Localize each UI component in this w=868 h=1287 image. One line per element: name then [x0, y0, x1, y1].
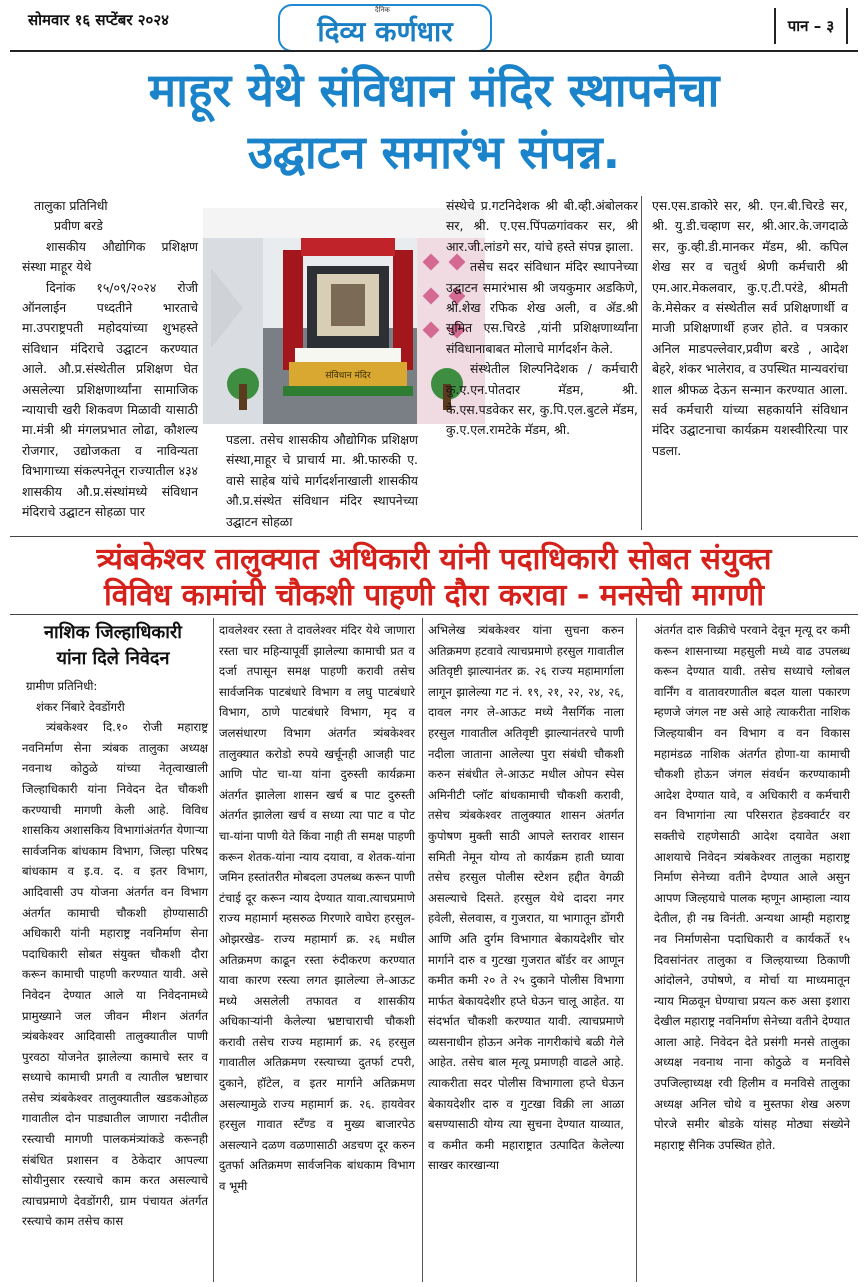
column-divider: [641, 196, 642, 530]
story2-column-2: [219, 620, 415, 1197]
photo-banner-text: संविधान मंदिर: [325, 371, 371, 381]
newspaper-logo: [278, 4, 492, 52]
story1-byline-1: तालुका प्रतिनिधी: [34, 198, 108, 213]
story2-headline-rule: [10, 614, 858, 615]
story1-byline-2: प्रवीण बरडे: [54, 218, 103, 234]
story1-column-2: [226, 430, 418, 532]
column-divider: [636, 618, 637, 1282]
column-divider: [213, 618, 214, 1282]
story1-photo: [203, 208, 485, 424]
story2-subhead-2: यांना दिले निवेदन: [56, 648, 170, 669]
story1-paragraph: संस्थेतील शिल्पनिदेशक / कर्मचारी कु.ए.एन.पोतदार मॅडम, श्री. के.एस.पडवेकर सर, कु.पि.एल.बुटले मॅडम, कु.ए.एल.रामटेके मॅडम, श्री.: [446, 361, 638, 438]
story2-byline-2: शंकर निंबारे देवडोंगरी: [36, 699, 125, 714]
story2-column-4: [654, 620, 850, 1155]
story2-column-1: [22, 676, 208, 1232]
story2-headline-line1: त्र्यंबकेश्वर तालुक्यात अधिकारी यांनी पदाधिकारी सोबत संयुक्त: [96, 542, 772, 577]
story2-paragraph: अंतर्गत दारु विक्रीचे परवाने देवून मृत्यू दर कमी करून शासनाच्या महसुली मध्ये वाढ उपलब्ध करून देण्यात यावी. तसेच सध्याचे ग्लोबल वार्निंग व वातावरणातील बदल याला पकारण म्हणजे जंगल नष्ट असे आहे त्याकरीता नाशिक जिल्हयाबीन वन विभाग व वन विकास महामंडळ नाशिक अंतर्गत होणा-या कामाची चौकशी होऊन जंगल संवर्धन करण्याकामी आदेश देण्यात यावे, व अधिकारी व कर्मचारी वन विभागांना त्या परिसरात हेडक्वार्टर वर सक्तीचे राहणेसाठी आदेश दयावेत अशा आशयाचे निवेदन त्र्यंबकेश्वर तालुका महाराष्ट्र निर्माण सेनेच्या वतीने देण्यात आले असुन आपण जिल्हयाचे पालक म्हणून आम्हाला न्याय देतील, ही नम्र विनंती. अन्यथा आम्ही महाराष्ट्र नव निर्माणसेना पदाधिकारी व कार्यकर्ते १५ दिवसांनंतर तालुका व जिल्हयाच्या ठिकाणी आंदोलने, उपोषणे, व मोर्चा या माध्यमातून न्याय मिळवून घेण्याचा प्रयत्न करु असा इशारा देखील महाराष्ट्र नवनिर्माण सेनेच्या वतीने देण्यात आला आहे. निवेदन देते प्रसंगी मनसे तालुका अध्यक्ष नवनाथ नाना कोठुळे व मनविसे उपजिल्हाध्यक्ष रवी हिलीम व मनविसे तालुका अध्यक्ष अनिल चोथे व मुस्तफा शेख अरुण पोरजे समीर बोडके यांसह मोठ्या संख्येने महाराष्ट्र सैनिक उपस्थित होते.: [654, 623, 850, 1152]
story1-paragraph: संस्थेचे प्र.गटनिदेशक श्री बी.व्ही.अंबोलकर सर, श्री. ए.एस.पिंपळगांवकर सर, श्री आर.जी.लांडगे सर, यांचे हस्ते संपन्न झाला.: [446, 198, 638, 254]
story1-headline-line2: उद्घाटन समारंभ संपन्न.: [247, 125, 621, 179]
story2-paragraph: दावलेश्वर रस्ता ते दावलेश्वर मंदिर येथे जाणारा रस्ता चार महिन्यापूर्वी झालेल्या कामाची प्रत व दर्जा तपासून समक्ष पाहणी करावी तसेच सार्वजनिक पाटबंधारे विभाग व लघु पाटबंधारे विभाग, ठाणे पाटबंधारे विभाग, मृद व जलसंधारण विभाग अंतर्गत त्र्यंबकेश्वर तालुक्यात करोडो रुपये खर्चूनही आजही पाट आणि पोट चा-या यांना दुरुस्ती कार्यक्रमा अंतर्गत झालेला शासन खर्च ब पाट दुरुस्ती अंतर्गत झालेला खर्च व सध्या त्या पाट व पोट चा-यांना पाणी येते किंवा नाही ती समक्ष पाहणी करून शेतक-यांना न्याय दयावा, व शेतक-यांना जमिन हस्तांतरीत मोबदला उपलब्ध करून पाणी टंचाई दूर करून न्याय देण्यात यावा.त्याचप्रमाणे राज्य महामार्ग म्हसरुळ गिरणारे वाघेरा हरसुल-ओझरखेड- राज्य महामार्ग क्र. २६ मधील अतिक्रमण काढून रस्ता रुंदीकरण करण्यात यावा कारण रस्त्या लगत झालेल्या ले-आऊट मध्ये असलेली तफावत व शासकीय अधिकाऱ्यांनी केलेल्या भ्रष्टाचाराची चौकशी करावी तसेच राज्य महामार्ग क्र. २६ हरसुल गावातील अतिक्रमण रस्त्याच्या दुतर्फा टपरी, दुकाने, हॉटेल, व इतर मार्गाने अतिक्रमण असल्यामुळे राज्य महामार्ग क्र. २६. हायवेवर हरसुल गावात स्टँण्ड व मुख्य बाजारपेठ असल्याने दळण वळणासाठी अडचण दूर करुन दुतर्फा अतिक्रमण सार्वजनिक बांधकाम विभाग व भूमी: [219, 623, 415, 1194]
story1-column-1: [22, 196, 198, 523]
story1-paragraph: दिनांक १५/०९/२०२४ रोजी ऑनलाईन पध्दतीने भारताचे मा.उपराष्ट्रपती महोदयांच्या शुभहस्ते संविधान मंदिराचे उद्घाटन करण्यात आले. औ.प्र.संस्थेतील प्रशिक्षण घेत असलेल्या प्रशिक्षणार्थ्यांना सामाजिक न्यायाची खरी शिकवण मिळावी यासाठी मा.मंत्री श्री मंगलप्रभात लोढा, कौशल्य रोजगार, उद्योजकता व नाविन्यता विभागाच्या संकल्पनेतून राज्यातील ४३४ शासकीय औ.प्र.संस्थांमध्ये संविधान मंदिराचे उद्घाटन सोहळा पार: [22, 279, 198, 520]
story1-paragraph: तसेच सदर संविधान मंदिर स्थापनेच्या उद्घाटन समारंभास श्री जयकुमार अडकिणे, श्री.शेख रफिक शेख अली, व ॲड.श्री सुमित एस.चिरडे ,यांनी प्रशिक्षणार्थ्यांना संविधानाबाबत मोलाचे मार्गदर्शन केले.: [446, 259, 638, 356]
story2-byline-1: ग्रामीण प्रतिनिधी:: [26, 679, 98, 693]
story1-headline-line1: माहूर येथे संविधान मंदिर स्थापनेचा: [148, 63, 720, 117]
story1-paragraph: पडला. तसेच शासकीय औद्योगिक प्रशिक्षण संस्था,माहूर चे प्राचार्य मा. श्री.फारुकी ए. वासे साहेब यांचे मार्गदर्शनाखाली शासकीय औ.प्र.संस्थेत संविधान मंदिर स्थापनेच्या उद्घाटन सोहळा: [226, 432, 418, 529]
issue-date: सोमवार १६ सप्टेंबर २०२४: [28, 11, 169, 29]
event-photo-illustration: [203, 208, 485, 424]
story1-paragraph: शासकीय औद्योगिक प्रशिक्षण संस्था माहूर येथे: [22, 238, 198, 275]
masthead-rule: [10, 50, 858, 52]
logo-text: दिव्य कर्णधार: [317, 15, 453, 48]
story-separator: [10, 536, 858, 537]
story2-paragraph: अभिलेख त्र्यंबकेश्वर यांना सुचना करुन अतिक्रमण हटवावे त्याचप्रमाणे हरसुल गावातील अतिवृष्टी झाल्यानंतर क्र. २६ राज्य महामार्गाला लागून झालेल्या गट नं. १९, २१, २२, २४, २६, दावल नगर ले-आऊट मध्ये नैसर्गिक नाला हरसुल गावातील अतिवृष्टी झाल्यानंतरचे पाणी नदीला जाताना आलेल्या पुरा संबंधी चौकशी करुन संबंधीत ले-आऊट मधील ओपन स्पेस अमिनीटी प्लॉट बांधकामाची चौकशी करावी, तसेच त्र्यंबकेश्वर तालुक्यात शासन अंतर्गत कुपोषण मुक्ती साठी आपले स्तरावर शासन समिती नेमून योग्य तो कार्यक्रम हाती घ्यावा तसेच हरसुल पोलीस स्टेशन हद्दीत वेगळी असल्याचे दिसते. हरसुल येथे दादरा नगर हवेली, सेलवास, व गुजरात, या भागातून डोंगरी आणि अति दुर्गम विभागात बेकायदेशीर चोर मार्गाने दारु व गुटखा गुजरात बॉर्डर वर आणून कमीत कमी २० ते २५ दुकाने पोलीस विभागा मार्फत बेकायदेशीर हप्ते घेऊन चालू आहेत. या संदर्भात चौकशी करण्यात यावी. त्याचप्रमाणे व्यसनाधीन होऊन अनेक नागरीकांचे बळी गेले आहेत. तसेच बाल मृत्यू प्रमाणही वाढले आहे. त्याकरीता सदर पोलीस विभागाला हप्ते घेऊन बेकायदेशीर दारु व गुटखा विक्री ला आळा बसण्यासाठी योग्य त्या सुचना देण्यात याव्यात, व कमीत कमी महाराष्ट्रात उत्पादित केलेल्या साखर कारखान्या: [428, 623, 624, 1173]
story2-column-3: [428, 620, 624, 1176]
story2-paragraph: त्र्यंबकेश्वर दि.१० रोजी महाराष्ट्र नवनिर्माण सेना त्र्यंबक तालुका अध्यक्ष नवनाथ कोठुळे यांच्या नेतृत्वाखाली जिल्हाधिकारी यांना निवेदन देत चौकशी करण्याची मागणी केली आहे. विविध शासकिय अशासकिय विभागांअंतर्गत येणाऱ्या सार्वजनिक बांधकाम विभाग, जिल्हा परिषद बांधकाम व इ.व. द. व इतर विभाग, आदिवासी उप योजना अंतर्गत वन विभाग अंतर्गत कामाची चौकशी होण्यासाठी अधिकारी यांनी महाराष्ट्र नवनिर्माण सेना पदाधिकारी सोबत संयुक्त चौकशी दौरा करून कामाची पाहणी करण्यात यावी. असे निवेदन देण्यात आले या निवेदनामध्ये प्रामुख्याने जल जीवन मीशन अंतर्गत त्र्यंबकेश्वर आदिवासी तालुक्यातील पाणी पुरवठा योजनेत झालेल्या कामाचे स्तर व सध्याचे कामाची प्रगती व त्यातील भ्रष्टाचार तसेच त्र्यंबकेश्वर तालुक्यातील खडकओहळ गावातील दोन पाड्यातील जाणारा नदीतील रस्त्याची मागणी पालकमंत्र्यांकडे करूनही संबंधित प्रशासन व ठेकेदार आपल्या सोयीनुसार रस्त्याचे काम करत असल्याचे त्याचप्रमाणे देवडोंगरी, ग्राम पंचायत अंतर्गत रस्त्याचे काम तसेच कास: [22, 720, 208, 1229]
column-divider: [422, 618, 423, 1282]
story1-paragraph: एस.एस.डाकोरे सर, श्री. एन.बी.चिरडे सर, श्री. यु.डी.चव्हाण सर, श्री.आर.के.जगदाळे सर, कु.व्ही.डी.मानकर मॅडम, श्री. कपिल शेख सर व चतुर्थ श्रेणी कर्मचारी श्री एम.आर.मेकलवार, कु.ए.टी.परंडे, श्रीमती के.मेसेकर व संस्थेतील सर्व प्रशिक्षणार्थी व माजी प्रशिक्षणार्थी हजर होते. व पत्रकार अनिल माडपल्लेवार,प्रवीण बरडे , आदेश बेहरे, शंकर भालेराव, व उपस्थित मान्यवरांचा शाल श्रीफळ देऊन सन्मान करण्यात आला. सर्व कर्मचारी यांच्या सहकार्याने संविधान मंदिर उद्घाटनाचा कार्यक्रम यशस्वीरित्या पार पडला.: [652, 198, 848, 458]
story2-headline-line2: विविध कामांची चौकशी पाहणी दौरा करावा - मनसेची मागणी: [104, 578, 764, 613]
story2-subhead-1: नाशिक जिल्हाधिकारी: [44, 622, 182, 643]
page-number: पान – ३: [774, 8, 848, 44]
logo-small-text: दैनिक: [375, 6, 390, 14]
story1-column-4: [652, 196, 848, 461]
story1-column-3: [446, 196, 638, 441]
